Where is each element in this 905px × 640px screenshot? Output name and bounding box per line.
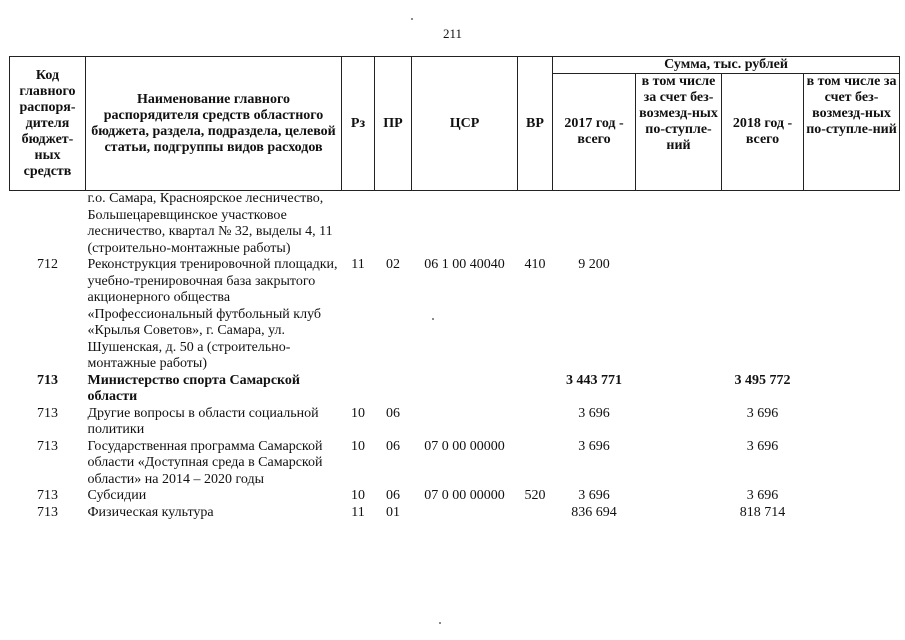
header-rz: Рз (342, 57, 375, 191)
cell-name: Государственная программа Самарской области «Доступная среда в Самарской области» на 2014 – 2020 годы (87, 438, 323, 487)
budget-table (9, 56, 900, 521)
cell-name: Министерство спорта Самарской области (87, 372, 300, 404)
cell-name: Реконструкция тренировочной площадки, учебно-тренировочная база закрытого акционерного общества «Профессиональный футбольный клуб «Крылья Советов», г. Самара, ул. Шушенская, д. 50 а (строительно-монтажные работы) (87, 257, 338, 371)
cell-rz: 11 (351, 257, 365, 272)
table-header (10, 57, 900, 191)
cell-2017-incl (636, 373, 722, 406)
cell-csr (412, 191, 518, 258)
cell-csr: 07 0 00 00000 (424, 488, 505, 503)
cell-code: 713 (37, 438, 58, 454)
cell-2018-incl (804, 439, 900, 489)
cell-rz (342, 191, 375, 258)
cell-csr (412, 373, 518, 406)
cell-pr: 01 (386, 504, 400, 520)
header-year-2017: 2017 год - всего (553, 74, 636, 191)
cell-csr (412, 406, 518, 439)
cell-2017-total: 836 694 (571, 504, 617, 520)
scan-speck (411, 18, 413, 20)
cell-vr: 410 (524, 257, 546, 272)
cell-2018-total: 3 696 (746, 405, 779, 421)
table-row (10, 257, 900, 373)
cell-name: Субсидии (87, 488, 147, 503)
cell-name: Другие вопросы в области социальной политики (87, 405, 319, 437)
cell-2018-incl (804, 191, 900, 258)
cell-vr (518, 373, 553, 406)
cell-vr (518, 505, 553, 522)
header-pr: ПР (375, 57, 412, 191)
cell-code (10, 191, 86, 258)
cell-2017-incl (636, 488, 722, 505)
cell-rz: 10 (351, 488, 365, 503)
cell-2018-total (722, 257, 804, 373)
header-name: Наименование главного распорядителя средств областного бюджета, раздела, подраздела, целевой статьи, подгруппы видов расходов (86, 57, 342, 191)
cell-name: г.о. Самара, Красноярское лесничество, Большецаревщинское участковое лесничество, квартал № 32, выделы 4, 11 (строительно-монтажные работы) (87, 191, 333, 256)
table-row (10, 505, 900, 522)
cell-2017-incl (636, 505, 722, 522)
cell-2018-total: 3 696 (746, 488, 779, 503)
cell-name: Физическая культура (87, 504, 214, 520)
header-vr: ВР (518, 57, 553, 191)
cell-csr (412, 505, 518, 522)
cell-2018-incl (804, 257, 900, 373)
cell-2017-total (553, 191, 636, 258)
cell-code: 712 (37, 257, 58, 272)
cell-2018-total: 3 696 (746, 438, 779, 454)
cell-pr: 06 (386, 438, 400, 454)
table-row (10, 191, 900, 258)
cell-2017-total: 3 443 771 (566, 372, 622, 388)
cell-pr (375, 191, 412, 258)
cell-pr: 06 (386, 405, 400, 421)
cell-2017-incl (636, 439, 722, 489)
table-row (10, 406, 900, 439)
cell-2017-incl (636, 406, 722, 439)
cell-pr: 06 (386, 488, 400, 503)
cell-2017-total: 3 696 (578, 488, 610, 503)
cell-2018-incl (804, 488, 900, 505)
cell-2017-incl (636, 191, 722, 258)
header-incl-2017: в том числе за счет без-возмезд-ных по-ступле-ний (636, 74, 722, 191)
cell-2017-total: 3 696 (578, 405, 610, 421)
header-csr: ЦСР (412, 57, 518, 191)
cell-2018-total (722, 191, 804, 258)
cell-2017-total: 9 200 (578, 257, 610, 272)
cell-2018-incl (804, 505, 900, 522)
cell-2017-total: 3 696 (578, 438, 610, 454)
cell-csr: 06 1 00 40040 (424, 257, 505, 272)
cell-2018-total: 818 714 (739, 504, 786, 520)
cell-code: 713 (37, 488, 58, 503)
scan-speck (439, 622, 441, 624)
table-row (10, 488, 900, 505)
table-body (10, 191, 900, 522)
cell-2018-total: 3 495 772 (734, 372, 791, 388)
page-number: 211 (442, 26, 463, 41)
scan-speck (432, 318, 434, 320)
header-sum: Сумма, тыс. рублей (553, 57, 900, 74)
table-row (10, 439, 900, 489)
cell-csr: 07 0 00 00000 (424, 438, 505, 454)
cell-vr: 520 (524, 488, 546, 503)
cell-rz (342, 373, 375, 406)
header-incl-2018: в том числе за счет без-возмезд-ных по-ступле-ний (804, 74, 900, 191)
cell-pr: 02 (386, 257, 400, 272)
cell-2017-incl (636, 257, 722, 373)
table-row (10, 373, 900, 406)
cell-2018-incl (804, 373, 900, 406)
cell-code: 713 (37, 405, 58, 421)
cell-vr (518, 439, 553, 489)
cell-rz: 10 (351, 405, 365, 421)
cell-code: 713 (37, 504, 58, 520)
header-year-2018: 2018 год - всего (722, 74, 804, 191)
cell-code: 713 (37, 372, 58, 388)
cell-2018-incl (804, 406, 900, 439)
cell-rz: 11 (351, 504, 365, 520)
cell-rz: 10 (351, 438, 365, 454)
cell-pr (375, 373, 412, 406)
header-code: Код главного распоря-дителя бюджет-ных средств (10, 57, 86, 191)
cell-vr (518, 406, 553, 439)
cell-vr (518, 191, 553, 258)
